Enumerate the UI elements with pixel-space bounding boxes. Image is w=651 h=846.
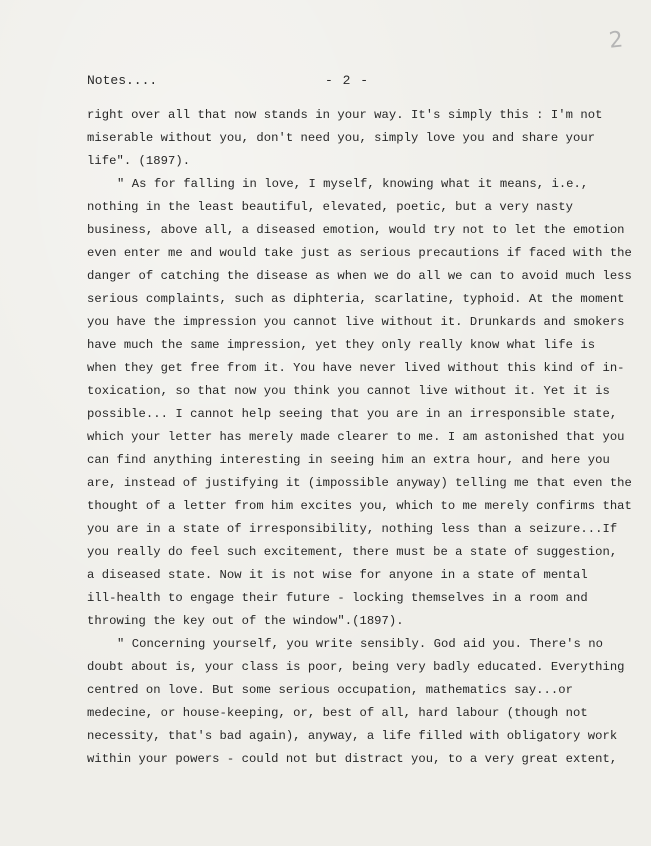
text-line-9: serious complaints, such as diphteria, scarlatine, typhoid. At the moment <box>87 292 625 306</box>
corner-page-number: 2 <box>607 27 625 54</box>
text-line-21: a diseased state. Now it is not wise for anyone in a state of mental <box>87 568 588 582</box>
text-line-18: thought of a letter from him excites you, which to me merely confirms that <box>87 499 632 513</box>
text-line-25: doubt about is, your class is poor, being very badly educated. Everything <box>87 660 625 674</box>
text-line-8: danger of catching the disease as when we do all we can to avoid much less <box>87 269 632 283</box>
header-title: Notes.... <box>87 73 158 88</box>
text-line-4: " As for falling in love, I myself, knowing what it means, i.e., <box>117 177 589 191</box>
text-line-17: are, instead of justifying it (impossible anyway) telling me that even the <box>87 476 632 490</box>
text-line-3: life". (1897). <box>87 154 191 168</box>
header-page-number: - 2 - <box>325 73 370 88</box>
text-line-19: you are in a state of irresponsibility, nothing less than a seizure...If <box>87 522 618 536</box>
text-line-27: medecine, or house-keeping, or, best of all, hard labour (though not <box>87 706 588 720</box>
text-line-5: nothing in the least beautiful, elevated, poetic, but a very nasty <box>87 200 574 214</box>
text-line-29: within your powers - could not but distract you, to a very great extent, <box>87 752 618 766</box>
text-line-10: you have the impression you cannot live without it. Drunkards and smokers <box>87 315 625 329</box>
text-line-26: centred on love. But some serious occupation, mathematics say...or <box>87 683 574 697</box>
text-line-28: necessity, that's bad again), anyway, a life filled with obligatory work <box>87 729 618 743</box>
text-line-16: can find anything interesting in seeing him an extra hour, and here you <box>87 453 610 467</box>
text-line-22: ill-health to engage their future - locking themselves in a room and <box>87 591 588 605</box>
text-line-2: miserable without you, don't need you, simply love you and share your <box>87 131 596 145</box>
text-line-24: " Concerning yourself, you write sensibly. God aid you. There's no <box>117 637 604 651</box>
page-header <box>87 73 587 93</box>
text-line-23: throwing the key out of the window".(1897). <box>87 614 404 628</box>
text-line-15: which your letter has merely made clearer to me. I am astonished that you <box>87 430 625 444</box>
text-line-11: have much the same impression, yet they only really know what life is <box>87 338 596 352</box>
text-line-12: when they get free from it. You have never lived without this kind of in- <box>87 361 625 375</box>
text-line-14: possible... I cannot help seeing that you are in an irresponsible state, <box>87 407 618 421</box>
text-line-20: you really do feel such excitement, there must be a state of suggestion, <box>87 545 618 559</box>
text-line-13: toxication, so that now you think you cannot live without it. Yet it is <box>87 384 610 398</box>
text-line-6: business, above all, a diseased emotion, would try not to let the emotion <box>87 223 625 237</box>
text-line-7: even enter me and would take just as serious precautions if faced with the <box>87 246 632 260</box>
text-line-1: right over all that now stands in your way. It's simply this : I'm not <box>87 108 603 122</box>
